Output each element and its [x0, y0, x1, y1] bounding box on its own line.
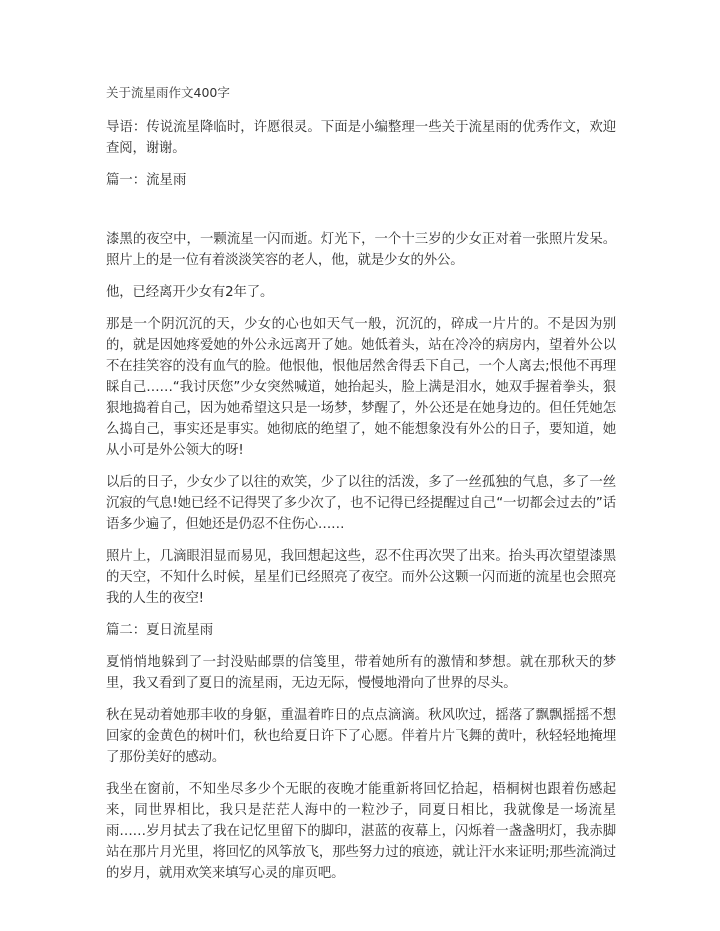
intro-paragraph: 导语：传说流星降临时，许愿很灵。下面是小编整理一些关于流星雨的优秀作文，欢迎查阅，谢谢。 [106, 120, 616, 156]
section-2-heading: 篇二：夏日流星雨 [106, 623, 214, 638]
section-1-paragraph: 漆黑的夜空中，一颗流星一闪而逝。灯光下，一个十三岁的少女正对着一张照片发呆。照片上的是一位有着淡淡笑容的老人，他，就是少女的外公。 [106, 232, 616, 268]
section-spacer [106, 202, 616, 229]
section-2-paragraph: 我坐在窗前，不知坐尽多少个无眠的夜晚才能重新将回忆拾起，梧桐树也跟着伤感起来，同世界相比，我只是茫茫人海中的一粒沙子，同夏日相比，我就像是一场流星雨……岁月拭去了我在记忆里留下的脚印，湛蓝的夜幕上，闪烁着一盏盏明灯，我赤脚站在那片月光里，将回忆的风筝放飞，那些努力过的痕迹，就让汗水来证明;那些流淌过的岁月，就用欢笑来填写心灵的扉页吧。 [106, 782, 616, 881]
section-1-paragraph: 照片上，几滴眼泪显而易见，我回想起这些，忍不住再次哭了出来。抬头再次望望漆黑的天空，不知什么时候，星星们已经照亮了夜空。而外公这颗一闪而逝的流星也会照亮我的人生的夜空! [106, 549, 616, 606]
section-2-paragraph: 秋在晃动着她那丰收的身躯，重温着昨日的点点滴滴。秋风吹过，摇落了飘飘摇摇不想回家的金黄色的树叶们，秋也给夏日许下了心愿。伴着片片飞舞的黄叶，秋轻轻地掩埋了那份美好的感动。 [106, 708, 616, 765]
section-2-paragraph: 夏悄悄地躲到了一封没贴邮票的信笺里，带着她所有的激情和梦想。就在那秋天的梦里，我又看到了夏日的流星雨，无边无际，慢慢地滑向了世界的尽头。 [106, 655, 616, 691]
document-page [106, 84, 616, 895]
section-1-heading: 篇一：流星雨 [106, 173, 187, 188]
section-1-paragraph: 以后的日子，少女少了以往的欢笑，少了以往的活泼，多了一丝孤独的气息，多了一丝沉寂的气息!她已经不记得哭了多少次了，也不记得已经提醒过自己“一切都会过去的”话语多少遍了，但她还是仍忍不住伤心…… [106, 475, 616, 532]
document-title: 关于流星雨作文400字 [106, 85, 230, 100]
section-1-paragraph: 他，已经离开少女有2年了。 [106, 285, 274, 300]
section-1-paragraph: 那是一个阴沉沉的天，少女的心也如天气一般，沉沉的，碎成一片片的。不是因为别的，就是因她疼爱她的外公永远离开了她。她低着头，站在冷冷的病房内，望着外公以不在挂笑容的没有血气的脸。他恨他，恨他居然舍得丢下自己，一个人离去;恨他不再理睬自己……“我讨厌您”少女突然喊道，她抬起头，脸上满是泪水，她双手握着拳头，狠狠地捣着自己，因为她希望这只是一场梦，梦醒了，外公还是在她身边的。但任凭她怎么捣自己，事实还是事实。她彻底的绝望了，她不能想象没有外公的日子，要知道，她从小可是外公领大的呀! [106, 317, 616, 458]
